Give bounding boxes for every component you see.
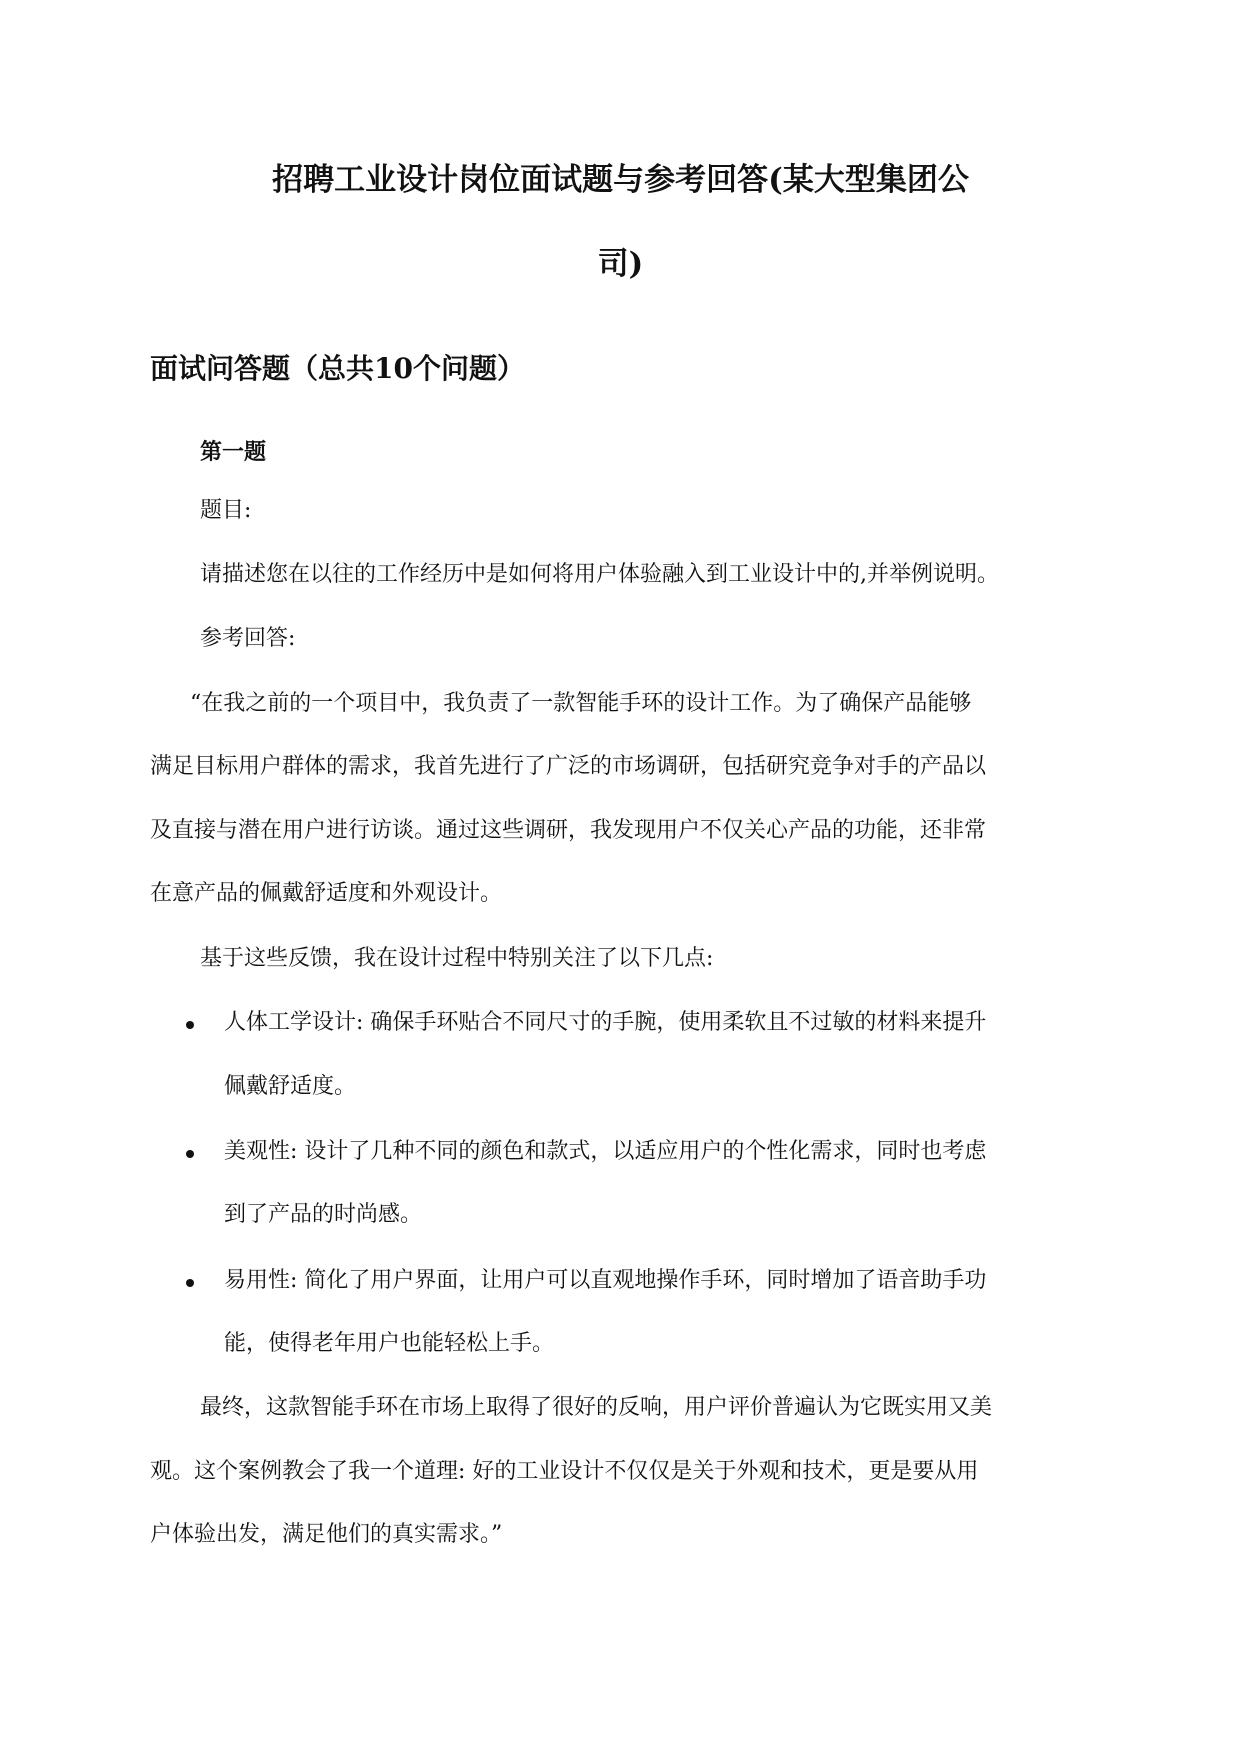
answer-label: 参考回答:	[200, 626, 296, 651]
question-heading: 第一题	[200, 439, 267, 465]
answer-paragraph-intro: 基于这些反馈，我在设计过程中特别关注了以下几点:	[200, 946, 714, 971]
question-label: 题目:	[200, 498, 252, 523]
section-heading: 面试问答题（总共10个问题）	[150, 352, 525, 385]
answer-paragraph-line: 及直接与潜在用户进行访谈。通过这些调研，我发现用户不仅关心产品的功能，还非常	[150, 818, 987, 843]
conclusion-line: 户体验出发，满足他们的真实需求。”	[150, 1522, 503, 1547]
bullet-item-line: 人体工学设计: 确保手环贴合不同尺寸的手腕，使用柔软且不过敏的材料来提升	[224, 1010, 987, 1035]
bullet-item-line: 到了产品的时尚感。	[224, 1202, 423, 1227]
bullet-dot-icon	[186, 1021, 194, 1029]
question-text: 请描述您在以往的工作经历中是如何将用户体验融入到工业设计中的,并举例说明。	[200, 562, 999, 587]
bullet-dot-icon	[186, 1150, 194, 1158]
bullet-item-line: 佩戴舒适度。	[224, 1074, 357, 1099]
bullet-item-line: 能，使得老年用户也能轻松上手。	[224, 1331, 555, 1356]
answer-paragraph-line: 满足目标用户群体的需求，我首先进行了广泛的市场调研，包括研究竞争对手的产品以	[150, 754, 987, 779]
bullet-item-line: 美观性: 设计了几种不同的颜色和款式，以适应用户的个性化需求，同时也考虑	[224, 1139, 987, 1164]
conclusion-line: 观。这个案例教会了我一个道理: 好的工业设计不仅仅是关于外观和技术，更是要从用	[150, 1459, 979, 1484]
bullet-dot-icon	[186, 1279, 194, 1287]
document-title-line1: 招聘工业设计岗位面试题与参考回答(某大型集团公	[272, 162, 969, 198]
bullet-item-line: 易用性: 简化了用户界面，让用户可以直观地操作手环，同时增加了语音助手功	[224, 1268, 987, 1293]
answer-paragraph-line: 在意产品的佩戴舒适度和外观设计。	[150, 881, 503, 906]
conclusion-line: 最终，这款智能手环在市场上取得了很好的反响，用户评价普遍认为它既实用又美	[200, 1395, 993, 1420]
document-title-line2: 司)	[597, 246, 644, 282]
answer-paragraph-line: “在我之前的一个项目中，我负责了一款智能手环的设计工作。为了确保产品能够	[190, 691, 972, 716]
